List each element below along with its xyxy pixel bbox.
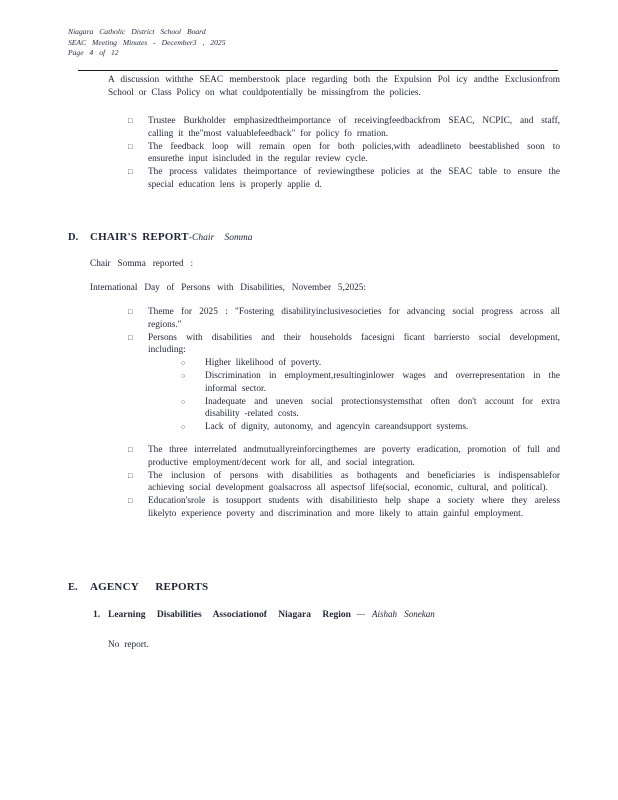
agency-report-item	[93, 609, 435, 620]
bullet-item	[128, 470, 560, 496]
header-line-board: Niagara Catholic District School Board	[68, 27, 206, 36]
header-divider-rule	[78, 70, 558, 71]
agency-item-body: No report.	[108, 640, 149, 650]
bullet-item	[128, 306, 560, 332]
section-d-title: CHAIR'S REPORT	[90, 231, 189, 243]
square-bullet-icon: □	[128, 470, 133, 480]
sub-bullet-item	[181, 357, 560, 370]
section-d-heading	[68, 231, 253, 243]
bullet-item	[128, 332, 560, 358]
chairs-report-bullet-list	[128, 306, 560, 521]
bullet-item	[128, 444, 560, 470]
bullet-item	[128, 166, 560, 192]
bullet-text: Persons with disabilities and their households facesigni ficant barriersto social development, including:	[148, 332, 560, 356]
bullet-text: Trustee Burkholder emphasizedtheimportance of receivingfeedbackfrom SEAC, NCPIC, and staff, calling it the"most valuablefeedback" for policy fo rmation.	[148, 116, 560, 139]
page-header	[68, 27, 226, 59]
international-day-line: International Day of Persons with Disabilities, November 5,2025:	[90, 283, 367, 293]
square-bullet-icon: □	[128, 496, 133, 506]
bullet-text: The three interrelated andmutuallyreinforcingthemes are poverty eradication, promotion of full and productive employment/decent work for all, and social integration.	[148, 444, 560, 468]
section-e-letter: E.	[68, 582, 78, 593]
bullet-text: Education'srole is tosupport students with disabilitiesto help shape a society where they areless likelyto experience poverty and discrimination and more likely to attain gainful employment.	[148, 496, 560, 519]
bullet-text: The process validates theimportance of reviewingthese policies at the SEAC table to ensure the special education lens is properly applie d.	[148, 167, 560, 190]
section-d-chair-name: -Chair Somma	[188, 233, 253, 243]
bullet-text: Theme for 2025 : "Fostering disabilityinclusivesocieties for advancing social progress across all regions."	[148, 307, 560, 330]
square-bullet-icon: □	[128, 141, 133, 151]
intro-paragraph: A discussion withthe SEAC memberstook place regarding both the Expulsion Pol icy andthe Exclusionfrom School or Class Policy on what couldpotentially be missingfrom the policies.	[108, 75, 560, 98]
square-bullet-icon: □	[128, 116, 133, 125]
agency-item-presenter: — Aishah Sonekan	[356, 609, 435, 619]
square-bullet-icon: □	[128, 444, 133, 454]
bullet-text: The inclusion of persons with disabilities as bothagents and beneficiaries is indispensablefor achieving social development goalsacross all aspectsof life(social, economic, cultural, and political).	[148, 470, 560, 494]
square-bullet-icon: □	[128, 307, 133, 316]
bullet-text: The feedback loop will remain open for both policies,with adeadlineto beestablished soon to ensurethe input isincluded in the regular review cycle.	[148, 141, 560, 165]
circle-bullet-icon: ○	[181, 371, 186, 380]
bullet-item	[128, 141, 560, 167]
barriers-sub-list	[181, 357, 560, 434]
sub-bullet-text: Lack of dignity, autonomy, and agencyin careandsupport systems.	[205, 422, 469, 433]
sub-bullet-item	[181, 396, 560, 422]
square-bullet-icon: □	[128, 332, 133, 342]
circle-bullet-icon: ○	[181, 397, 186, 406]
sub-bullet-item	[181, 370, 560, 396]
header-line-minutes: SEAC Meeting Minutes - December3 , 2025	[68, 37, 226, 47]
expulsion-bullet-list	[128, 115, 560, 192]
sub-bullet-text: Discrimination in employment,resultinginlower wages and overrepresentation in the informal sector.	[205, 370, 560, 394]
section-e-heading	[68, 581, 208, 593]
agency-item-title: Learning Disabilities Associationof Niagara Region	[108, 610, 351, 620]
sub-bullet-text: Inadequate and uneven social protectionsystemsthat often don't account for extra disability -related costs.	[205, 396, 560, 420]
sub-bullet-item	[181, 421, 560, 434]
header-line-page-number: Page 4 of 12	[68, 48, 119, 58]
bullet-item	[128, 115, 560, 141]
circle-bullet-icon: ○	[181, 423, 186, 432]
section-e-title: AGENCY REPORTS	[90, 581, 209, 593]
section-d-letter: D.	[68, 232, 79, 243]
bullet-item	[128, 495, 560, 521]
sub-bullet-text: Higher likelihood of poverty.	[205, 358, 322, 369]
chair-reported-line: Chair Somma reported :	[90, 259, 194, 269]
agency-item-number: 1.	[93, 610, 101, 620]
circle-bullet-icon: ○	[181, 359, 186, 368]
square-bullet-icon: □	[128, 167, 133, 177]
